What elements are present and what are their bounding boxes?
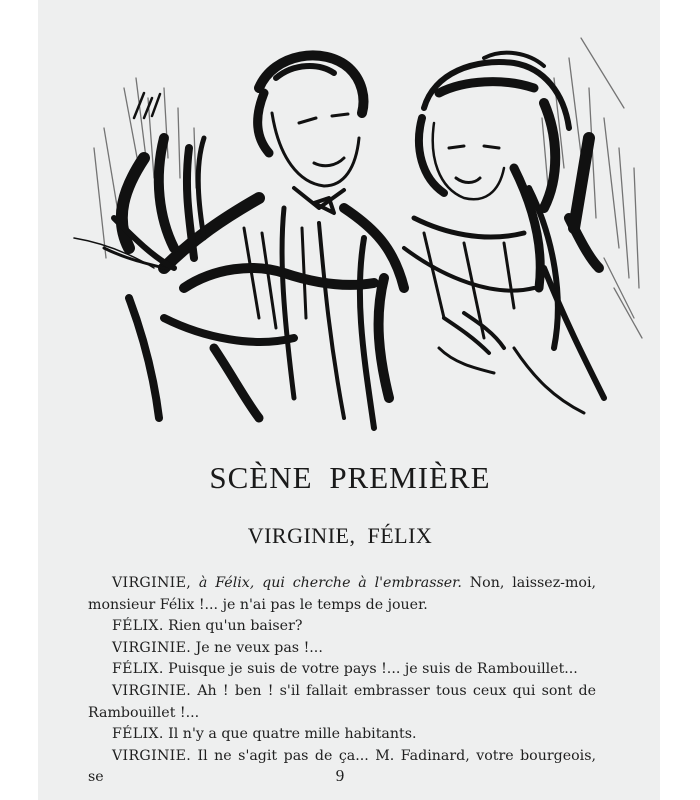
speaker-name: FÉLIX. — [112, 726, 164, 743]
speaker-name: FÉLIX. — [112, 618, 164, 635]
dialogue-text: Il n'y a que quatre mille habitants. — [163, 726, 417, 743]
dialogue-text: Puisque je suis de votre pays !... je suis de Rambouillet... — [163, 661, 578, 678]
dialogue-line — [88, 573, 596, 616]
scene-characters: VIRGINIE, FÉLIX — [247, 523, 433, 548]
dialogue-line — [88, 638, 596, 660]
dialogue-text: Il ne s'agit pas de ça... M. Fadinard, votre bourgeois, se — [88, 747, 596, 786]
dialogue-block — [88, 573, 596, 789]
speaker-name: VIRGINIE, — [112, 575, 192, 591]
dialogue-text: Je ne veux pas !... — [191, 639, 323, 656]
stage-direction: à Félix, qui cherche à l'embrasser. — [198, 575, 462, 591]
speaker-name: VIRGINIE. — [112, 639, 192, 656]
dialogue-line — [88, 659, 596, 681]
dialogue-text: Ah ! ben ! s'il fallait embrasser tous ceux qui sont de Rambouillet !... — [88, 682, 596, 721]
speaker-name: VIRGINIE. — [112, 682, 192, 699]
illustration-felix-virginie — [44, 18, 654, 448]
dialogue-line — [88, 724, 596, 746]
dialogue-text: Non, laissez-moi, monsieur Félix !... je n'ai pas le temps de jouer. — [88, 575, 596, 613]
scene-title: SCÈNE PREMIÈRE — [209, 460, 491, 495]
dialogue-line — [88, 681, 596, 724]
dialogue-line — [88, 616, 596, 638]
felix-figure — [74, 55, 404, 428]
speaker-name: FÉLIX. — [112, 661, 164, 678]
page-number: 9 — [335, 766, 345, 785]
virginie-figure — [379, 53, 604, 413]
dialogue-text: Rien qu'un baiser? — [163, 618, 303, 635]
speaker-name: VIRGINIE. — [112, 747, 192, 764]
